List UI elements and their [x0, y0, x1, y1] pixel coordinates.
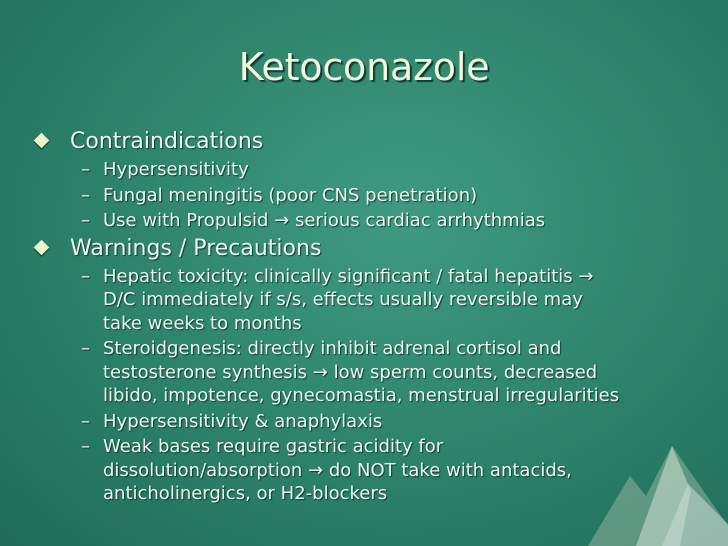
section-warnings-precautions — [70, 235, 690, 263]
dash-marker: – — [81, 436, 90, 457]
section-label: Warnings / Precautions — [70, 235, 322, 261]
dash-marker: – — [81, 210, 90, 231]
list-item — [81, 209, 693, 233]
slide-title: Ketoconazole — [238, 45, 490, 89]
dash-marker: – — [81, 184, 90, 206]
list-item — [81, 184, 693, 208]
list-item-line: Hepatic toxicity: clinically significant / fatal hepatitis → — [103, 265, 594, 287]
section-contraindications — [70, 128, 690, 156]
list-item-line: Weak bases require gastric acidity for — [103, 436, 444, 457]
list-item-text: Hypersensitivity — [103, 159, 249, 180]
list-item-line: take weeks to months — [103, 312, 302, 334]
warnings-list — [0, 265, 728, 506]
dash-marker: – — [81, 265, 90, 287]
list-item — [81, 337, 693, 408]
list-item-line: anticholinergics, or H2-blockers — [103, 483, 388, 504]
list-item-line: libido, impotence, gynecomastia, menstrual irregularities — [103, 385, 620, 406]
section-label: Contraindications — [70, 129, 264, 154]
list-item-line: Steroidgenesis: directly inhibit adrenal cortisol and — [103, 338, 562, 359]
list-item-line: testosterone synthesis → low sperm counts, decreased — [103, 361, 598, 383]
dash-marker: – — [81, 410, 90, 432]
contraindications-list — [0, 158, 728, 233]
list-item — [81, 435, 693, 506]
dash-marker: – — [81, 338, 90, 359]
dash-marker: – — [81, 159, 90, 180]
list-item-line: dissolution/absorption → do NOT take with antacids, — [103, 459, 572, 481]
list-item-text: Use with Propulsid → serious cardiac arrhythmias — [103, 210, 546, 231]
diamond-bullet-icon — [34, 133, 50, 149]
list-item — [81, 158, 693, 182]
list-item — [81, 410, 693, 434]
list-item-text: Fungal meningitis (poor CNS penetration) — [103, 184, 478, 206]
list-item-line: D/C immediately if s/s, effects usually reversible may — [103, 289, 583, 310]
list-item — [81, 265, 693, 336]
list-item-line: Hypersensitivity & anaphylaxis — [103, 410, 383, 432]
slide-content — [0, 128, 728, 506]
diamond-bullet-icon — [34, 239, 50, 255]
